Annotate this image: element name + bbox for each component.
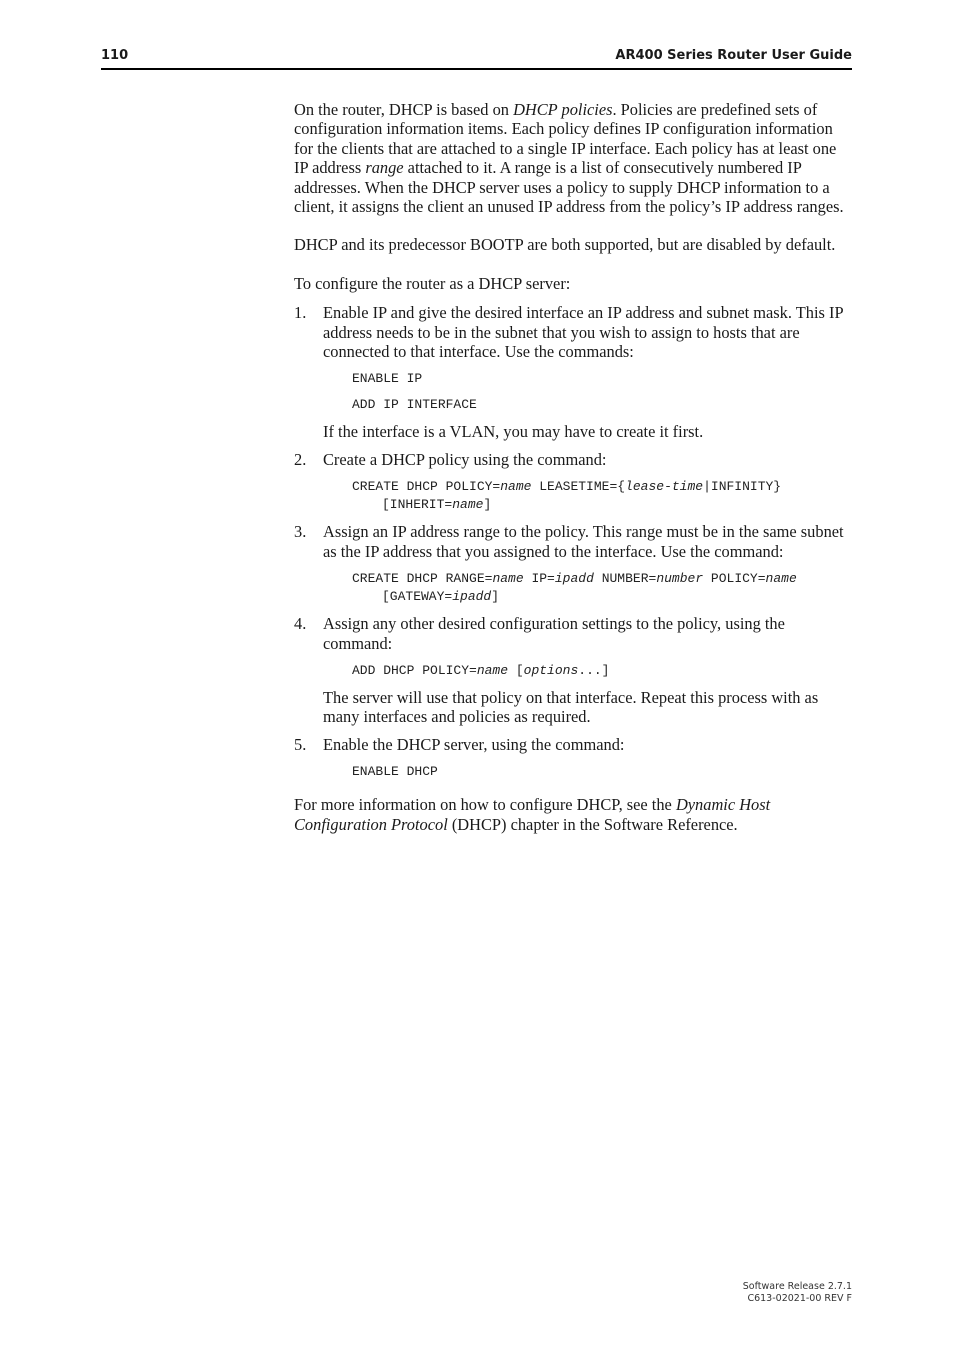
code-run: CREATE DHCP POLICY= <box>352 479 501 495</box>
command-create-dhcp-policy <box>352 478 854 514</box>
body-text <box>294 100 854 853</box>
step-text: Assign an IP address range to the policy. This range must be in the same subnet as the IP address that you assigned to the interface. Use the command: <box>323 522 844 561</box>
code-param: options <box>523 662 579 678</box>
intro-paragraph <box>294 100 854 216</box>
text-run: On the router, DHCP is based on <box>294 100 514 119</box>
code-run: NUMBER= <box>593 571 657 587</box>
step-2 <box>294 450 854 514</box>
procedure-intro: To configure the router as a DHCP server: <box>294 273 571 293</box>
command-add-dhcp-policy <box>352 662 854 680</box>
step-5 <box>294 735 854 781</box>
text-run: attached to it. A range is a list of consecutively numbered IP addresses. When the DHCP server uses a policy to supply DHCP information to a client, it assigns the client an unused IP address from the policy’s IP address ranges. <box>294 158 844 217</box>
step-text: Enable the DHCP server, using the command: <box>323 734 625 754</box>
code-run: IP= <box>523 571 555 587</box>
code-run: ...] <box>578 662 610 678</box>
code-run: ADD DHCP POLICY= <box>352 662 477 678</box>
step-3 <box>294 522 854 606</box>
step-note: If the interface is a VLAN, you may have to create it first. <box>323 422 704 442</box>
code-param: name <box>500 479 532 495</box>
step-number: 2. <box>294 449 307 469</box>
step-number: 1. <box>294 303 307 323</box>
code-param: ipadd <box>452 589 492 605</box>
step-number: 5. <box>294 734 307 754</box>
page-number: 110 <box>101 48 129 63</box>
text-run: . Policies are predefined sets of configuration information items. Each policy defines IP configuration information for the clients that are attached to a single IP interface. Each policy has at least one IP address <box>294 100 837 178</box>
code-param: name <box>452 497 484 513</box>
step-number: 3. <box>294 522 307 542</box>
closing-paragraph <box>294 795 854 834</box>
footer-release: Software Release 2.7.1 <box>742 1281 852 1292</box>
code-run: ] <box>491 589 500 605</box>
code-param: name <box>476 662 509 678</box>
code-run: [GATEWAY= <box>382 589 453 605</box>
emphasis: range <box>365 158 404 178</box>
page-footer <box>743 1281 852 1304</box>
emphasis: Dynamic Host Configuration Protocol <box>294 795 771 834</box>
command-enable-ip: ENABLE IP <box>352 371 423 387</box>
step-4 <box>294 614 854 727</box>
procedure-steps <box>294 303 854 781</box>
step-1 <box>294 303 854 442</box>
code-run: POLICY= <box>703 571 766 587</box>
code-run: LEASETIME={ <box>531 479 626 495</box>
code-run: CREATE DHCP RANGE= <box>352 571 493 587</box>
step-number: 4. <box>294 614 307 634</box>
text-run: (DHCP) chapter in the Software Reference. <box>447 814 738 834</box>
step-text: Assign any other desired configuration settings to the policy, using the command: <box>323 614 785 653</box>
code-param: name <box>492 571 524 587</box>
code-run: ] <box>483 497 492 513</box>
step-text: Create a DHCP policy using the command: <box>323 449 607 469</box>
header-rule <box>101 68 852 70</box>
command-enable-dhcp: ENABLE DHCP <box>352 764 438 780</box>
emphasis: DHCP policies <box>513 100 613 119</box>
running-header-title: AR400 Series Router User Guide <box>615 48 852 63</box>
command-add-ip-interface: ADD IP INTERFACE <box>352 397 477 413</box>
code-param: ipadd <box>554 571 594 587</box>
code-param: name <box>765 571 797 587</box>
step-text: Enable IP and give the desired interface an IP address and subnet mask. This IP address needs to be in the subnet that you wish to assign to hosts that are connected to that interface. Use the commands: <box>323 303 843 362</box>
step-note: The server will use that policy on that interface. Repeat this process with as many interfaces and policies as required. <box>323 687 819 727</box>
footer-doc-code: C613-02021-00 REV F <box>747 1292 852 1304</box>
bootp-paragraph: DHCP and its predecessor BOOTP are both supported, but are disabled by default. <box>294 235 836 255</box>
code-param: lease-time <box>625 479 704 495</box>
code-param: number <box>656 571 704 587</box>
text-run: For more information on how to configure DHCP, see the <box>294 795 676 815</box>
code-run: [ <box>508 662 524 678</box>
command-create-dhcp-range <box>352 570 854 606</box>
code-run: |INFINITY} [INHERIT= <box>382 479 782 513</box>
